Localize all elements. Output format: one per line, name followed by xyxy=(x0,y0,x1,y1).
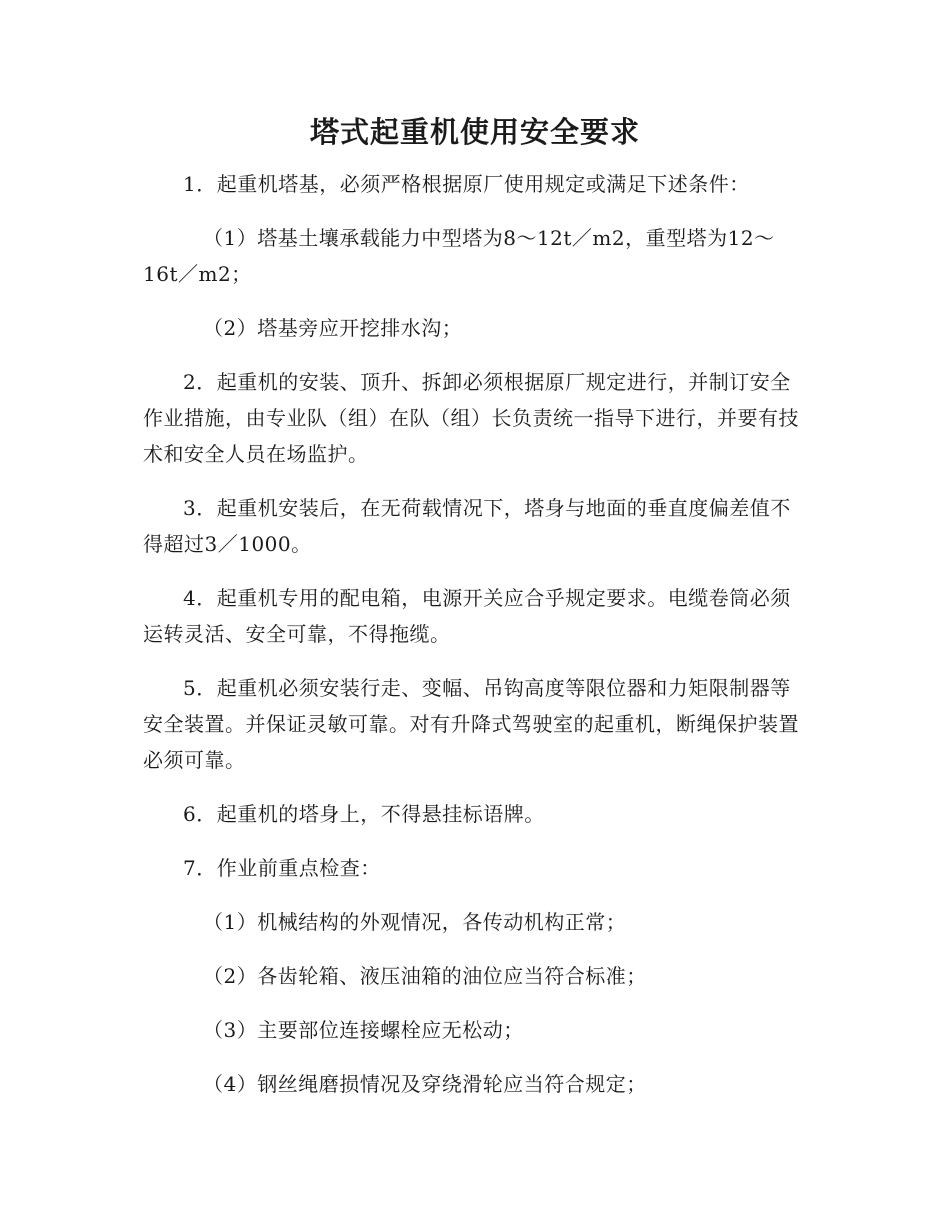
sub-item-7-1: （1）机械结构的外观情况，各传动机构正常； xyxy=(203,910,627,934)
document-title: 塔式起重机使用安全要求 xyxy=(309,115,640,149)
paragraph-6: 6．起重机的塔身上，不得悬挂标语牌。 xyxy=(183,802,545,826)
paragraph-2: 2．起重机的安装、顶升、拆卸必须根据原厂规定进行，并制订安全作业措施，由专业队（组）在队（组）长负责统一指导下进行，并要有技术和安全人员在场监护。 xyxy=(143,370,799,466)
sub-item-7-2: （2）各齿轮箱、液压油箱的油位应当符合标准； xyxy=(203,964,647,988)
sub-item-1-1: （1）塔基土壤承载能力中型塔为8～12t／m2，重型塔为12～16t／m2； xyxy=(143,226,775,286)
sub-item-7-3: （3）主要部位连接螺栓应无松动； xyxy=(203,1018,524,1042)
sub-item-7-4: （4）钢丝绳磨损情况及穿绕滑轮应当符合规定； xyxy=(203,1072,647,1096)
paragraph-7: 7．作业前重点检查： xyxy=(183,856,381,880)
paragraph-1: 1．起重机塔基，必须严格根据原厂使用规定或满足下述条件： xyxy=(183,172,750,196)
paragraph-3: 3．起重机安装后，在无荷载情况下，塔身与地面的垂直度偏差值不得超过3／1000。 xyxy=(143,496,791,556)
sub-item-1-2: （2）塔基旁应开挖排水沟； xyxy=(203,316,463,340)
paragraph-5: 5．起重机必须安装行走、变幅、吊钩高度等限位器和力矩限制器等安全装置。并保证灵敏可靠。对有升降式驾驶室的起重机，断绳保护装置必须可靠。 xyxy=(143,676,799,772)
paragraph-4: 4．起重机专用的配电箱，电源开关应合乎规定要求。电缆卷筒必须运转灵活、安全可靠，不得拖缆。 xyxy=(143,586,791,646)
